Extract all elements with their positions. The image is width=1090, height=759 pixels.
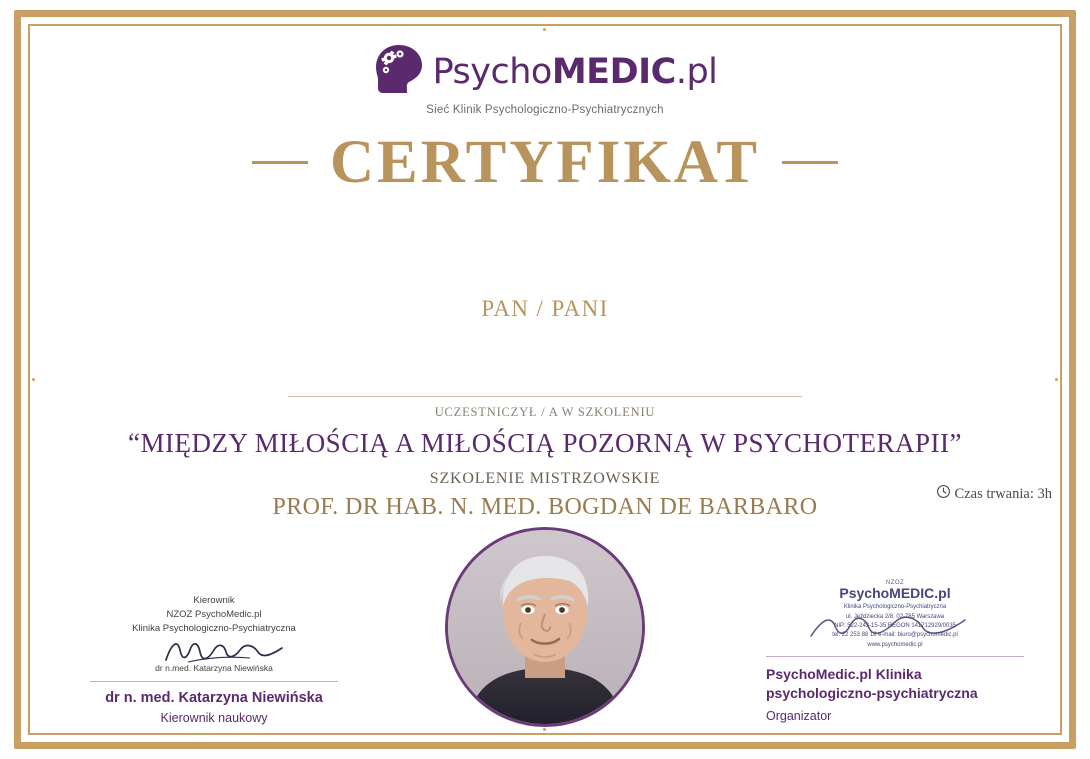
- signature-right-name-line1: PsychoMedic.pl Klinika: [766, 666, 922, 682]
- stamp-line-3: NIP: 522-243-15-35 REGON 141712929/0035: [834, 621, 956, 629]
- avatar: [445, 527, 645, 727]
- corner-ornament-bottom-left: [18, 711, 52, 745]
- training-kind: SZKOLENIE MISTRZOWSKIE: [429, 470, 661, 487]
- brand-name-part2: MEDIC: [551, 51, 676, 92]
- brand-name-part3: .pl: [675, 51, 718, 92]
- stamp-line-5: www.psychomedic.pl: [867, 640, 923, 648]
- signature-left-caption-line1: Kierownik: [193, 595, 235, 606]
- participation-label: UCZESTNICZYŁ / A W SZKOLENIU: [434, 405, 656, 419]
- company-stamp: [795, 580, 995, 652]
- brand-tagline: Sieć Klinik Psychologiczno-Psychiatrycznych: [426, 104, 664, 116]
- title-rule-right: [782, 161, 838, 164]
- lecturer-name: PROF. DR HAB. N. MED. BOGDAN DE BARBARO: [272, 494, 818, 520]
- training-name: “MIĘDZY MIŁOŚCIĄ A MIŁOŚCIĄ POZORNĄ W PSYCHOTERAPII”: [127, 428, 963, 458]
- signature-block-right: [766, 580, 1024, 723]
- frame-dot-top: [543, 28, 546, 31]
- signature-right-name: [766, 665, 1024, 703]
- signature-left-caption: [90, 594, 338, 635]
- page-title: CERTYFIKAT: [329, 129, 761, 196]
- signature-left-role: Kierownik naukowy: [160, 711, 268, 726]
- divider: [288, 396, 802, 397]
- handwritten-signature-icon: [90, 636, 338, 666]
- portrait-photo-lecturer: [448, 530, 642, 724]
- signature-right-name-line2: psychologiczno-psychiatryczna: [766, 684, 978, 701]
- brand-wordmark: [433, 52, 718, 92]
- stamp-top-label: NZOZ: [885, 580, 905, 586]
- recipient-label: PAN / PANI: [481, 296, 609, 321]
- signature-right-role: Organizator: [766, 708, 832, 723]
- signature-left-caption-line2: NZOZ PsychoMedic.pl: [166, 608, 262, 620]
- signature-left-name: dr n. med. Katarzyna Niewińska: [105, 690, 323, 707]
- certificate-title-row: [0, 129, 1090, 196]
- stamp-details: [799, 602, 991, 648]
- stamp-title: PsychoMEDIC.pl: [839, 585, 951, 601]
- title-rule-left: [252, 161, 308, 164]
- duration-text: Czas trwania: 3h: [954, 485, 1052, 502]
- stamp-line-4: tel. 22 253 88 18 e-mail: biuro@psychomedic.pl: [832, 631, 958, 639]
- clock-icon: [936, 484, 951, 504]
- signature-right-rule: [766, 656, 1024, 657]
- head-gears-icon: [373, 42, 425, 101]
- frame-dot-left: [32, 378, 35, 381]
- signature-block-left: [90, 594, 338, 725]
- brand-logo: [0, 42, 1090, 116]
- frame-dot-right: [1055, 378, 1058, 381]
- brand-name-part1: Psycho: [432, 51, 552, 92]
- frame-dot-bottom: [543, 728, 546, 731]
- stamp-line-2: ul. Jeździecka 2/8, 02-785 Warszawa: [845, 612, 945, 620]
- signature-left-caption-line3: Klinika Psychologiczno-Psychiatryczna: [132, 622, 296, 634]
- corner-ornament-bottom-right: [1038, 711, 1072, 745]
- signature-left-rule: [90, 681, 338, 682]
- duration-info: [936, 484, 1052, 504]
- signature-left-name-small: dr n.med. Katarzyna Niewińska: [155, 663, 273, 674]
- stamp-line-1: Klinika Psychologiczno-Psychiatryczna: [843, 603, 947, 611]
